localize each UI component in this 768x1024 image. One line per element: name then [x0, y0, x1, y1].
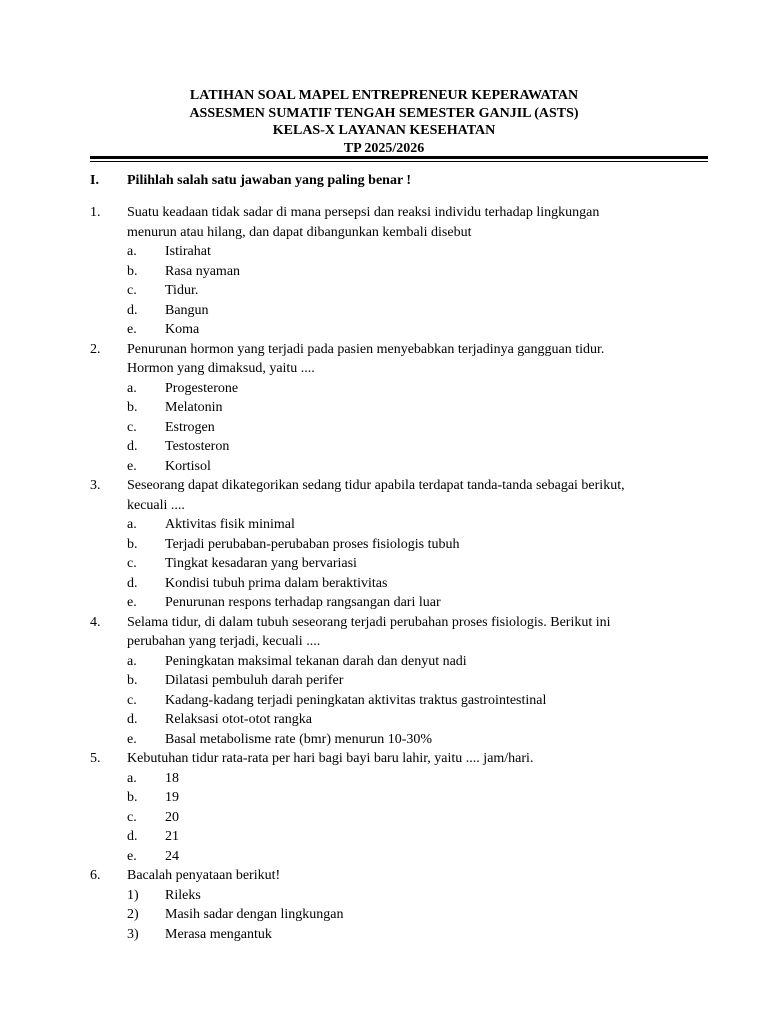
option-letter: c. — [127, 556, 137, 571]
option-text: Bangun — [165, 302, 209, 318]
option-list — [90, 886, 710, 945]
answer-option — [90, 925, 710, 945]
option-text: Basal metabolisme rate (bmr) menurun 10-30% — [165, 731, 433, 747]
option-letter: e. — [127, 322, 137, 337]
answer-option — [90, 691, 710, 711]
option-list — [90, 379, 710, 477]
section-numeral: I. — [90, 173, 99, 188]
question-item — [90, 749, 710, 866]
answer-option — [90, 320, 710, 340]
option-letter: e. — [127, 458, 137, 474]
answer-option — [90, 515, 710, 535]
option-text: Peningkatan maksimal tekanan darah dan denyut nadi — [165, 653, 467, 669]
option-letter: b. — [127, 263, 138, 279]
answer-option — [90, 437, 710, 457]
question-item — [90, 613, 710, 750]
option-letter: e. — [127, 595, 137, 610]
answer-option — [90, 847, 710, 867]
answer-option — [90, 808, 710, 828]
answer-option — [90, 418, 710, 438]
answer-option — [90, 905, 710, 925]
answer-option — [90, 554, 710, 574]
answer-option — [90, 827, 710, 847]
header-year: TP 2025/2026 — [343, 140, 425, 156]
option-list — [90, 242, 710, 340]
option-list — [90, 769, 710, 867]
section-instruction: Pilihlah salah satu jawaban yang paling benar ! — [127, 173, 412, 188]
option-letter: c. — [127, 283, 137, 298]
question-item — [90, 476, 710, 613]
question-list — [90, 203, 710, 944]
option-list — [90, 515, 710, 613]
option-letter: a. — [127, 380, 137, 396]
option-text: Masih sadar dengan lingkungan — [165, 907, 344, 922]
option-letter: a. — [127, 770, 137, 786]
option-text: Koma — [165, 322, 200, 337]
document-header — [0, 87, 768, 157]
option-letter: c. — [127, 809, 137, 825]
option-text: Tidur. — [165, 283, 199, 298]
option-letter: e. — [127, 848, 137, 864]
option-text: 19 — [165, 790, 179, 805]
option-letter: b. — [127, 400, 138, 415]
option-letter: d. — [127, 712, 138, 727]
answer-option — [90, 379, 710, 399]
answer-option — [90, 535, 710, 555]
question-item — [90, 866, 710, 944]
header-divider-thick — [90, 156, 708, 159]
answer-option — [90, 788, 710, 808]
question-number: 3. — [90, 478, 101, 493]
option-letter: b. — [127, 673, 138, 688]
question-number: 6. — [90, 868, 101, 883]
option-text: 20 — [165, 809, 179, 825]
option-letter: d. — [127, 302, 138, 318]
option-list — [90, 652, 710, 750]
answer-option — [90, 710, 710, 730]
answer-option — [90, 281, 710, 301]
option-letter: a. — [127, 517, 137, 532]
option-letter: 1) — [127, 887, 139, 903]
option-letter: c. — [127, 692, 137, 708]
option-text: Istirahat — [165, 244, 211, 259]
question-text: Selama tidur, di dalam tubuh seseorang terjadi perubahan proses fisiologis. Berikut ini perubahan yang terjadi, kecuali .... — [127, 614, 611, 649]
answer-option — [90, 730, 710, 750]
option-text: Kortisol — [165, 458, 211, 474]
header-title: LATIHAN SOAL MAPEL ENTREPRENEUR KEPERAWATAN — [189, 88, 579, 103]
answer-option — [90, 886, 710, 906]
option-text: Aktivitas fisik minimal — [165, 517, 295, 532]
option-text: Tingkat kesadaran yang bervariasi — [165, 556, 357, 571]
answer-option — [90, 671, 710, 691]
option-text: Melatonin — [165, 400, 223, 415]
option-text: Rileks — [165, 887, 201, 903]
option-text: 18 — [165, 770, 179, 786]
answer-option — [90, 242, 710, 262]
question-number: 4. — [90, 614, 101, 630]
question-number: 1. — [90, 205, 101, 220]
option-letter: 3) — [127, 926, 139, 942]
option-letter: b. — [127, 790, 138, 805]
option-letter: d. — [127, 829, 138, 844]
question-text: Penurunan hormon yang terjadi pada pasien menyebabkan terjadinya gangguan tidur. Hormon yang dimaksud, yaitu .... — [127, 341, 605, 376]
option-letter: b. — [127, 536, 138, 552]
option-letter: c. — [127, 419, 137, 435]
question-text: Seseorang dapat dikategorikan sedang tidur apabila terdapat tanda-tanda sebagai berikut, kecuali .... — [127, 478, 625, 513]
question-text: Suatu keadaan tidak sadar di mana persepsi dan reaksi individu terhadap lingkungan menurun atau hilang, dan dapat dibangunkan kembali disebut — [127, 205, 600, 240]
question-text: Kebutuhan tidur rata-rata per hari bagi bayi baru lahir, yaitu .... jam/hari. — [127, 751, 534, 766]
answer-option — [90, 652, 710, 672]
option-text: Merasa mengantuk — [165, 926, 272, 942]
answer-option — [90, 769, 710, 789]
header-class: KELAS-X LAYANAN KESEHATAN — [272, 123, 496, 138]
option-text: Estrogen — [165, 419, 215, 435]
answer-option — [90, 398, 710, 418]
question-item — [90, 340, 710, 477]
option-letter: 2) — [127, 907, 139, 922]
option-letter: e. — [127, 731, 137, 747]
question-number: 2. — [90, 341, 101, 357]
header-divider-thin — [90, 161, 708, 162]
answer-option — [90, 262, 710, 282]
answer-option — [90, 457, 710, 477]
answer-option — [90, 301, 710, 321]
option-text: Testosteron — [165, 439, 230, 454]
option-text: Kadang-kadang terjadi peningkatan aktivitas traktus gastrointestinal — [165, 692, 547, 708]
option-text: Penurunan respons terhadap rangsangan dari luar — [165, 595, 441, 610]
question-item — [90, 203, 710, 340]
header-subtitle: ASSESMEN SUMATIF TENGAH SEMESTER GANJIL (ASTS) — [189, 105, 579, 121]
option-text: Dilatasi pembuluh darah perifer — [165, 673, 344, 688]
answer-option — [90, 574, 710, 594]
option-text: Progesterone — [165, 380, 239, 396]
option-letter: d. — [127, 439, 138, 454]
question-text: Bacalah penyataan berikut! — [127, 868, 281, 883]
option-text: Terjadi perubaban-perubaban proses fisiologis tubuh — [165, 536, 460, 552]
option-letter: a. — [127, 244, 137, 259]
option-text: Rasa nyaman — [165, 263, 241, 279]
option-text: Relaksasi otot-otot rangka — [165, 712, 312, 727]
option-text: Kondisi tubuh prima dalam beraktivitas — [165, 575, 388, 591]
option-text: 21 — [165, 829, 179, 844]
option-letter: a. — [127, 653, 137, 669]
question-number: 5. — [90, 751, 101, 766]
answer-option — [90, 593, 710, 613]
option-letter: d. — [127, 575, 138, 591]
option-text: 24 — [165, 848, 179, 864]
